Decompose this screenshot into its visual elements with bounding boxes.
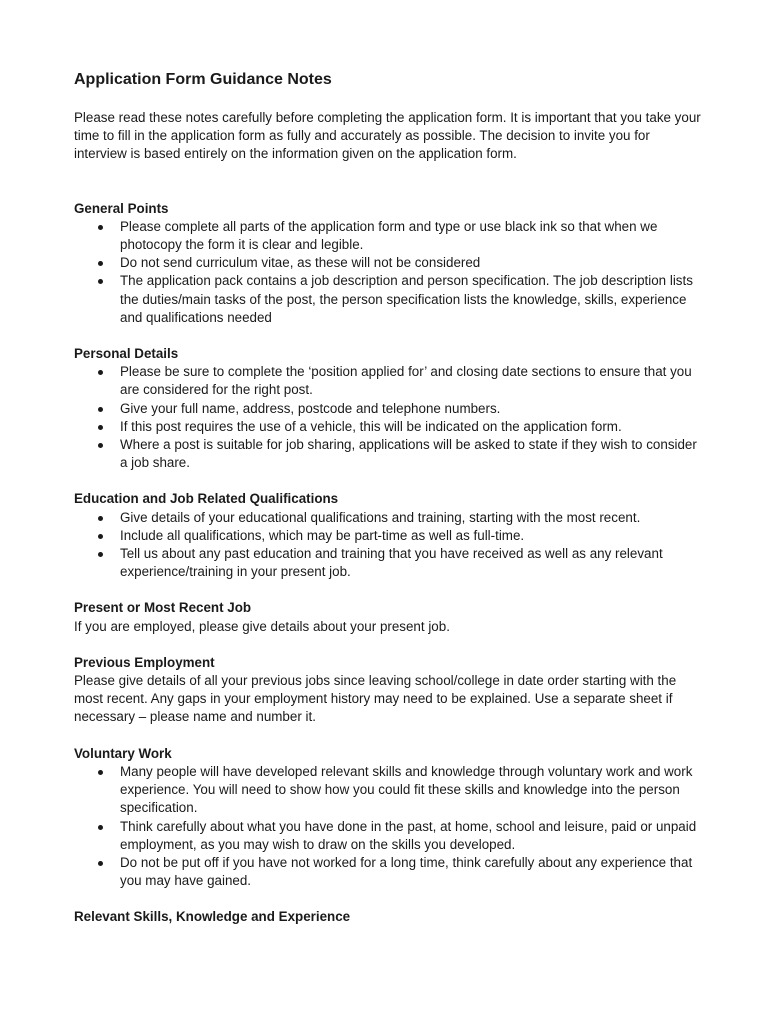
bullet-icon [98,225,103,230]
bullet-item [74,818,704,854]
bullet-text: Many people will have developed relevant skills and knowledge through voluntary work and work experience. You will need to show how you could fit these skills and knowledge into the person specification. [120,763,693,816]
page-title: Application Form Guidance Notes [74,71,332,88]
bullet-item [74,400,704,418]
section-heading: General Points [74,200,169,216]
section-relevant-skills-knowledge-and-experience [74,908,704,926]
bullet-item [74,545,704,581]
bullet-icon [98,825,103,830]
bullet-icon [98,443,103,448]
bullet-text: Do not send curriculum vitae, as these will not be considered [120,255,481,271]
bullet-icon [98,370,103,375]
bullet-icon [98,516,103,521]
bullet-list [74,509,704,582]
section-heading: Relevant Skills, Knowledge and Experience [74,909,351,925]
bullet-text: If this post requires the use of a vehicle, this will be indicated on the application form. [120,418,622,434]
bullet-icon [98,279,103,284]
bullet-text: Where a post is suitable for job sharing, applications will be asked to state if they wish to consider a job share. [120,437,697,471]
bullet-text: Please complete all parts of the application form and type or use black ink so that when we photocopy the form it is clear and legible. [120,218,658,253]
bullet-icon [98,861,103,866]
section-heading: Present or Most Recent Job [74,600,252,616]
bullet-text: Think carefully about what you have done in the past, at home, school and leisure, paid or unpaid employment, as you may wish to draw on the skills you developed. [120,818,697,852]
bullet-text: The application pack contains a job description and person specification. The job description lists the duties/main tasks of the post, the person specification lists the knowledge, skills, experience and qualifications needed [120,273,693,325]
bullet-text: Tell us about any past education and training that you have received as well as any relevant experience/training in your present job. [120,546,663,580]
intro-paragraph: Please read these notes carefully before completing the application form. It is important that you take your time to fill in the application form as fully and accurately as possible. The decision to invite you for interview is based entirely on the information given on the application form. [74,110,701,162]
document-page [74,70,704,945]
bullet-icon [98,261,103,266]
sections-container [74,200,704,927]
bullet-text: Do not be put off if you have not worked for a long time, think carefully about any experience that you may have gained. [120,854,693,889]
section-present-or-most-recent-job [74,599,704,635]
bullet-list [74,363,704,472]
section-general-points [74,200,704,327]
section-voluntary-work [74,745,704,891]
bullet-item [74,436,704,472]
section-paragraph: If you are employed, please give details about your present job. [74,618,450,634]
section-heading: Previous Employment [74,654,215,670]
bullet-text: Give your full name, address, postcode and telephone numbers. [120,400,501,416]
bullet-icon [98,770,103,775]
bullet-item [74,418,704,436]
bullet-text: Include all qualifications, which may be part-time as well as full-time. [120,527,525,543]
bullet-icon [98,425,103,430]
section-heading: Voluntary Work [74,745,172,761]
bullet-text: Give details of your educational qualifications and training, starting with the most recent. [120,509,641,525]
bullet-icon [98,407,103,412]
bullet-icon [98,552,103,557]
bullet-item [74,509,704,527]
bullet-item [74,363,704,399]
bullet-text: Please be sure to complete the ‘position applied for’ and closing date sections to ensure that you are considered for the right post. [120,364,692,398]
section-personal-details [74,345,704,472]
section-paragraph: Please give details of all your previous jobs since leaving school/college in date order starting with the most recent. Any gaps in your employment history may need to be explained. Use a separate sheet if necessary – please name and number it. [74,673,677,725]
bullet-icon [98,534,103,539]
bullet-item [74,854,704,890]
bullet-item [74,527,704,545]
bullet-item [74,254,704,272]
bullet-item [74,272,704,327]
section-previous-employment [74,654,704,727]
bullet-item [74,763,704,818]
section-education-and-job-related-qualifications [74,490,704,581]
bullet-list [74,763,704,890]
section-heading: Education and Job Related Qualifications [74,491,339,507]
bullet-item [74,218,704,254]
section-heading: Personal Details [74,346,179,362]
bullet-list [74,218,704,327]
